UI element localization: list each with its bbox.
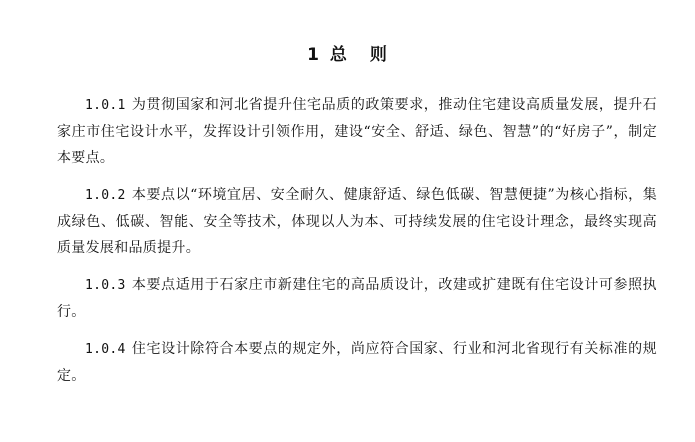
clause-number: 1.0.2: [85, 188, 126, 203]
chapter-heading: [0, 40, 695, 65]
clause-1-0-3: [57, 272, 657, 325]
chapter-number: 1: [307, 45, 320, 65]
clause-text: 为贯彻国家和河北省提升住宅品质的政策要求，推动住宅建设高质量发展，提升石家庄市住宅设计水平，发挥设计引领作用，建设“安全、舒适、绿色、智慧”的“好房子”，制定本要点。: [57, 97, 657, 166]
chapter-title-char-1: 总: [329, 45, 348, 65]
clause-text: 住宅设计除符合本要点的规定外，尚应符合国家、行业和河北省现行有关标准的规定。: [57, 341, 657, 384]
clause-number: 1.0.4: [85, 342, 126, 357]
clause-1-0-1: [57, 92, 657, 171]
chapter-title-char-2: 则: [369, 45, 388, 65]
clause-number: 1.0.3: [85, 278, 126, 293]
clause-text: 本要点以“环境宜居、安全耐久、健康舒适、绿色低碳、智慧便捷”为核心指标，集成绿色、低碳、智能、安全等技术，体现以人为本、可持续发展的住宅设计理念，最终实现高质量发展和品质提升。: [57, 187, 657, 256]
clause-1-0-2: [57, 182, 657, 261]
clause-number: 1.0.1: [85, 98, 126, 113]
clause-1-0-4: [57, 336, 657, 389]
clause-text: 本要点适用于石家庄市新建住宅的高品质设计，改建或扩建既有住宅设计可参照执行。: [57, 277, 657, 320]
